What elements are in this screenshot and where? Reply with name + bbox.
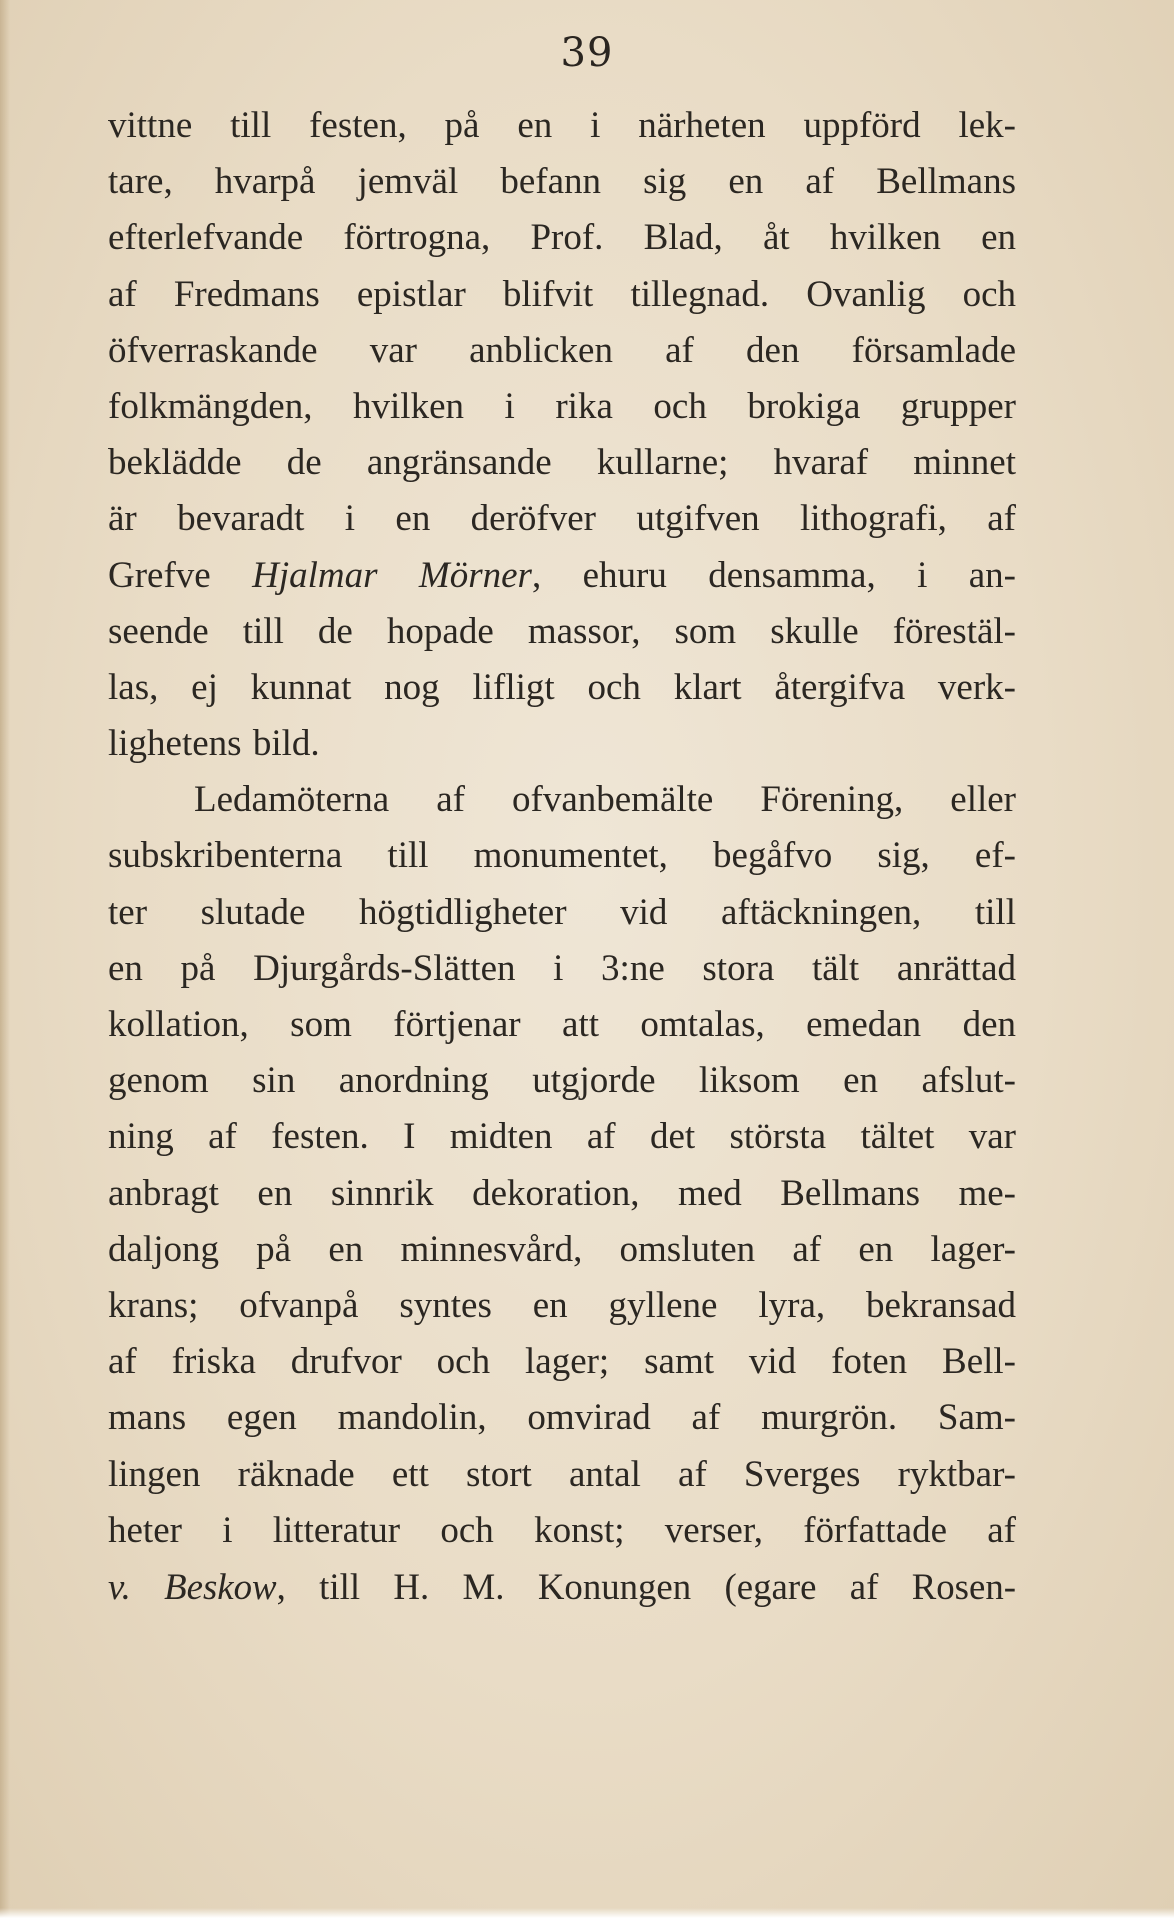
text-line: [108, 1278, 1016, 1334]
text-line: [108, 660, 1016, 716]
text-line: [108, 210, 1016, 266]
text-segment: , till H. M. Konungen (egare af Rosen-: [276, 1565, 1016, 1607]
text-segment: heter i litteratur och konst; verser, författade af: [108, 1509, 1016, 1551]
text-line: [108, 1447, 1016, 1503]
page-left-edge: [0, 0, 10, 1918]
italic-name: v. Beskow: [108, 1565, 277, 1607]
text-segment: genom sin anordning utgjorde liksom en afslut-: [108, 1060, 1016, 1102]
text-line: [108, 154, 1016, 210]
text-line: [108, 772, 1016, 828]
text-line: [108, 267, 1016, 323]
page-bottom-edge: [0, 1908, 1174, 1918]
text-line: [108, 98, 1016, 154]
text-line: [108, 1166, 1016, 1222]
text-segment: daljong på en minnesvård, omsluten af en lager-: [108, 1228, 1016, 1270]
text-line: [108, 941, 1016, 997]
text-segment: seende till de hopade massor, som skulle förestäl-: [108, 610, 1016, 652]
text-line: [108, 491, 1016, 547]
text-line: [108, 1390, 1016, 1446]
text-segment: kollation, som förtjenar att omtalas, emedan den: [108, 1004, 1016, 1045]
text-segment: mans egen mandolin, omvirad af murgrön. Sam-: [108, 1397, 1016, 1439]
text-segment: Grefve: [108, 554, 253, 596]
text-segment: tare, hvarpå jemväl befann sig en af Bellmans: [108, 161, 1016, 203]
text-segment: krans; ofvanpå syntes en gyllene lyra, bekransad: [108, 1284, 1016, 1326]
text-segment: ning af festen. I midten af det största tältet var: [108, 1116, 1016, 1158]
body-text: [108, 98, 1016, 1615]
text-line: [108, 885, 1016, 941]
text-line: [108, 1559, 1016, 1615]
text-segment: las, ej kunnat nog lifligt och klart återgifva verk-: [108, 666, 1016, 708]
text-line: [108, 1053, 1016, 1109]
text-line: [108, 1503, 1016, 1559]
text-segment: , ehuru densamma, i an-: [531, 554, 1016, 596]
text-segment: af friska drufvor och lager; samt vid foten Bell-: [108, 1341, 1016, 1383]
text-segment: anbragt en sinnrik dekoration, med Bellmans me-: [108, 1172, 1016, 1214]
text-segment: lingen räknade ett stort antal af Sverges ryktbar-: [108, 1453, 1016, 1495]
text-segment: Ledamöterna af ofvanbemälte Förening, eller: [194, 779, 1016, 821]
text-segment: är bevaradt i en deröfver utgifven lithografi, af: [108, 498, 1016, 540]
text-segment: af Fredmans epistlar blifvit tillegnad. Ovanlig och: [108, 273, 1016, 315]
text-line: [108, 379, 1016, 435]
text-line: [108, 1334, 1016, 1390]
text-line: [108, 548, 1016, 604]
text-segment: vittne till festen, på en i närheten uppförd lek-: [108, 105, 1016, 146]
text-segment: lighetens bild.: [108, 723, 320, 765]
italic-name: Hjalmar Mörner: [252, 554, 532, 596]
text-line: [108, 997, 1016, 1053]
text-segment: subskribenterna till monumentet, begåfvo sig, ef-: [108, 835, 1016, 877]
text-line: [108, 1109, 1016, 1165]
text-line: [108, 828, 1016, 884]
text-segment: ter slutade högtidligheter vid aftäckningen, till: [108, 891, 1016, 933]
text-line: [108, 716, 1016, 772]
text-segment: en på Djurgårds-Slätten i 3:ne stora tält anrättad: [108, 947, 1016, 989]
text-line: [108, 323, 1016, 379]
text-segment: efterlefvande förtrogna, Prof. Blad, åt hvilken en: [108, 217, 1016, 259]
text-line: [108, 604, 1016, 660]
text-line: [108, 1222, 1016, 1278]
text-segment: öfverraskande var anblicken af den församlade: [108, 329, 1016, 371]
text-line: [108, 435, 1016, 491]
text-segment: beklädde de angränsande kullarne; hvaraf minnet: [108, 442, 1016, 484]
page-number: 39: [560, 30, 614, 76]
text-segment: folkmängden, hvilken i rika och brokiga grupper: [108, 385, 1016, 427]
